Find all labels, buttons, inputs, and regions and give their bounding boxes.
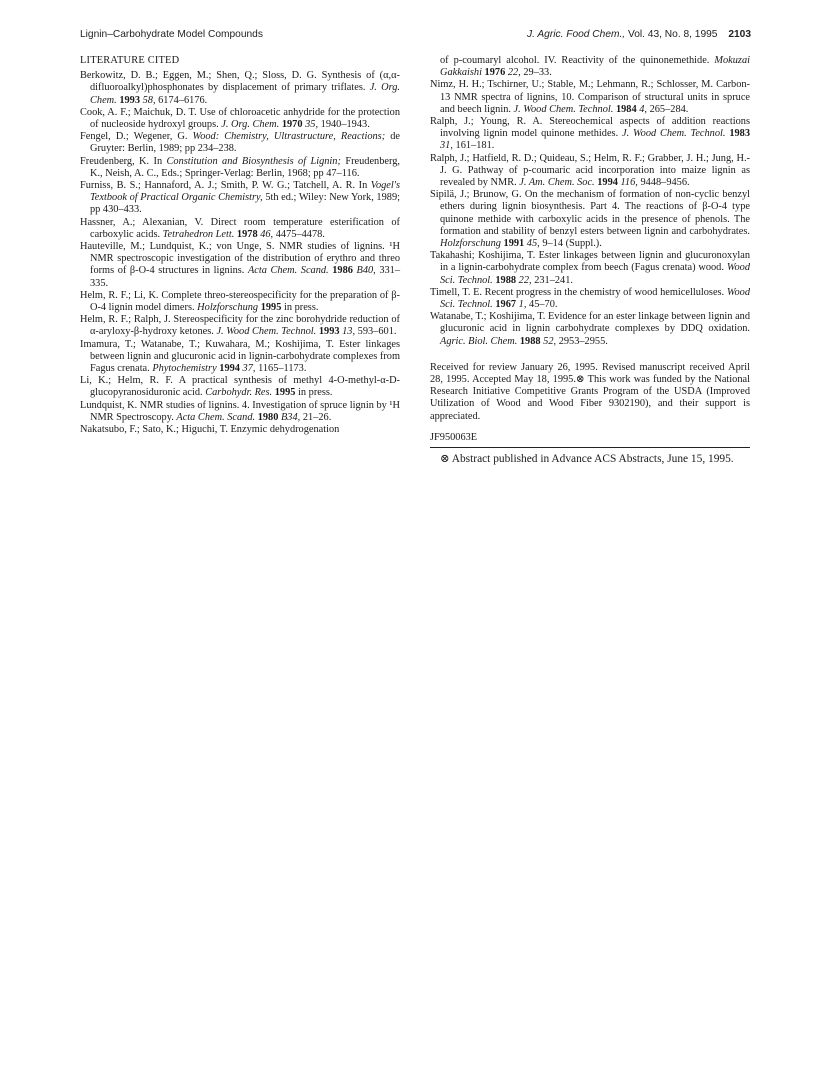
reference-entry (80, 375, 400, 399)
reference-year: 1988 (519, 335, 541, 347)
reference-entry (80, 107, 400, 131)
reference-volume: 22, (507, 67, 521, 79)
running-head-title: Lignin–Carbohydrate Model Compounds (80, 29, 263, 40)
reference-text: Fengel, D.; Wegener, G. (80, 131, 193, 143)
footnote-rule (430, 447, 750, 448)
reference-list-left (80, 70, 400, 436)
reference-volume: 13, (342, 326, 356, 338)
reference-journal: Agric. Biol. Chem. (440, 335, 518, 347)
reference-text: Helm, R. F.; Li, K. Complete threo-stereospecificity for the preparation of β-O-4 lignin model dimers. (80, 289, 400, 314)
reference-journal: Phytochemistry (152, 363, 217, 375)
reference-text: Cook, A. F.; Maichuk, D. T. Use of chloroacetic anhydride for the protection of nucleoside hydroxyl groups. (80, 106, 400, 131)
reference-pages: 1165–1173. (258, 363, 307, 375)
reference-volume: 35, (305, 119, 319, 131)
reference-entry (80, 424, 400, 436)
reference-text: Hauteville, M.; Lundquist, K.; von Unge, S. NMR studies of lignins. ¹H NMR spectroscopic investigation of the distribution of erythro and threo forms of β-O-4 structures in lignins. (80, 241, 400, 277)
reference-entry (430, 153, 750, 190)
reference-pages: 9–14 (Suppl.). (542, 238, 602, 250)
reference-text: Nimz, H. H.; Tschirner, U.; Stable, M.; Lehmann, R.; Schlosser, M. Carbon-13 NMR spectra of lignins, 10. Comparison of structural units in spruce and beech lignin. (430, 79, 750, 115)
reference-entry (80, 314, 400, 338)
reference-journal: Tetrahedron Lett. (162, 228, 235, 240)
reference-entry (80, 400, 400, 424)
reference-journal: Wood Sci. Technol. (440, 286, 750, 311)
reference-entry (80, 241, 400, 290)
reference-year: 1967 (495, 299, 517, 311)
reference-text: Timell, T. E. Recent progress in the chemistry of wood hemicelluloses. (430, 286, 727, 298)
reference-journal: Wood: Chemistry, Ultrastructure, Reactions; (192, 131, 386, 143)
reference-volume: 45, (526, 238, 540, 250)
reference-year: 1991 (503, 238, 525, 250)
reference-journal: Wood Sci. Technol. (440, 262, 750, 286)
reference-year: 1986 (332, 265, 353, 277)
reference-pages: 161–181. (455, 140, 495, 152)
reference-text: Li, K.; Helm, R. F. A practical synthesis of methyl 4-O-methyl-α-D-glucopyranosiduronic acid. (80, 375, 400, 399)
reference-text: Freudenberg, K. In (80, 155, 167, 167)
reference-volume: B34, (280, 411, 301, 423)
reference-year: 1983 (729, 128, 750, 140)
reference-year: 1995 (274, 387, 296, 399)
reference-journal: Holzforschung (197, 302, 259, 314)
reference-journal: Constitution and Biosynthesis of Lignin; (166, 155, 341, 167)
reference-text: Helm, R. F.; Ralph, J. Stereospecificity for the zinc borohydride reduction of α-aryloxy-β-hydroxy ketones. (80, 314, 400, 338)
reference-entry (430, 250, 750, 287)
reference-text: Ralph, J.; Hatfield, R. D.; Quideau, S.; Helm, R. F.; Grabber, J. H.; Jung, H.-J. G. Pathway of p-coumaric acid incorporation into maize lignin as revealed by NMR. (430, 152, 750, 189)
reference-journal: J. Org. Chem. (90, 82, 400, 106)
reference-journal: Mokuzai Gakkaishi (440, 55, 750, 79)
reference-volume: 116, (620, 177, 638, 189)
reference-volume: B40, (356, 265, 376, 277)
reference-volume: 46, (260, 228, 274, 240)
reference-entry (80, 217, 400, 241)
reference-pages: 29–33. (523, 67, 552, 79)
reference-text: Watanabe, T.; Koshijima, T. Evidence for an ester linkage between lignin and glucuronic acid in lignin carbohydrate complexes by DDQ oxidation. (430, 311, 750, 335)
reference-year: 1978 (236, 228, 258, 240)
reference-pages: in press. (298, 387, 333, 399)
reference-journal: Carbohydr. Res. (205, 387, 273, 399)
reference-pages: 45–70. (529, 299, 558, 311)
reference-volume: 1, (518, 299, 527, 311)
reference-year: 1984 (615, 103, 637, 115)
reference-year: 1976 (484, 67, 506, 79)
reference-entry (430, 79, 750, 116)
reference-pages: de Gruyter: Berlin, 1989; pp 234–238. (90, 131, 400, 155)
reference-entry (80, 156, 400, 180)
reference-pages: 231–241. (534, 274, 573, 286)
reference-entry (80, 339, 400, 376)
reference-year: 1993 (119, 94, 140, 106)
reference-text: Nakatsubo, F.; Sato, K.; Higuchi, T. Enzymic dehydrogenation (80, 424, 340, 436)
reference-entry (430, 311, 750, 348)
reference-text: Sipilä, J.; Brunow, G. On the mechanism of formation of non-cyclic benzyl ethers during lignin biosynthesis. Part 4. The reactions of β-O-4 type quinone methide with carboxylic acids in the presence of phenols. The formation and stability of benzyl esters between lignin and carbohydrates. (430, 189, 750, 237)
reference-text: Ralph, J.; Young, R. A. Stereochemical aspects of addition reactions involving lignin model quinone methides. (430, 116, 750, 140)
reference-pages: 265–284. (649, 103, 689, 115)
reference-text: Imamura, T.; Watanabe, T.; Kuwahara, M.; Koshijima, T. Ester linkages between lignin and glucuronic acid in lignin-carbohydrate complexes from Fagus crenata. (80, 338, 400, 375)
reference-text: Furniss, B. S.; Hannaford, A. J.; Smith, P. W. G.; Tatchell, A. R. In (80, 180, 371, 192)
reference-entry (80, 290, 400, 314)
right-column (430, 55, 750, 467)
received-note: Received for review January 26, 1995. Revised manuscript received April 28, 1995. Accepted May 18, 1995.⊗ This work was funded by the National Research Initiative Competitive Grants Program of the USDA (Improved Utilization of Wood and Wood Fiber 9302190), and their support is appreciated. (430, 361, 750, 422)
reference-pages: Freudenberg, K., Neish, A. C., Eds.; Springer-Verlag: Berlin, 1968; pp 47–116. (90, 155, 400, 179)
reference-text: Lundquist, K. NMR studies of lignins. 4. Investigation of spruce lignin by ¹H NMR Spectroscopy. (80, 399, 400, 423)
reference-pages: 331–335. (90, 265, 401, 289)
left-column (80, 55, 400, 436)
reference-year: 1988 (495, 274, 517, 286)
reference-entry (80, 70, 400, 107)
reference-pages: 9448–9456. (640, 177, 690, 189)
reference-volume: 31, (440, 140, 453, 152)
reference-journal: J. Wood Chem. Technol. (513, 103, 614, 115)
reference-journal: J. Wood Chem. Technol. (621, 128, 726, 140)
reference-pages: 1940–1943. (320, 119, 370, 131)
reference-year: 1970 (281, 119, 303, 131)
reference-journal: Vogel's Textbook of Practical Organic Chemistry, (90, 180, 400, 204)
journal-volume: Vol. 43, No. 8, 1995 (627, 29, 718, 40)
reference-entry (80, 180, 400, 217)
running-head-citation (527, 29, 751, 40)
journal-id: JF950063E (430, 431, 478, 443)
section-title: LITERATURE CITED (80, 55, 180, 66)
reference-journal: J. Org. Chem. (221, 119, 280, 131)
reference-list-right (430, 55, 750, 348)
page-number: 2103 (728, 29, 751, 40)
reference-text: Hassner, A.; Alexanian, V. Direct room temperature esterification of carboxylic acids. (80, 216, 400, 240)
reference-journal: Acta Chem. Scand. (247, 265, 329, 277)
reference-pages: 4475–4478. (275, 228, 325, 240)
reference-year: 1994 (219, 363, 240, 375)
journal-name: J. Agric. Food Chem., (527, 29, 626, 40)
reference-volume: 22, (518, 274, 532, 286)
reference-journal: Holzforschung (440, 238, 501, 250)
reference-journal: J. Wood Chem. Technol. (216, 326, 317, 338)
reference-entry (430, 55, 750, 79)
reference-entry (80, 131, 400, 155)
reference-pages: 6174–6176. (158, 94, 208, 106)
reference-volume: 4, (639, 103, 647, 115)
reference-entry (430, 116, 750, 153)
reference-pages: 2953–2955. (558, 335, 608, 347)
reference-pages: 5th ed.; Wiley: New York, 1989; pp 430–433. (90, 192, 400, 216)
reference-year: 1995 (260, 302, 282, 314)
reference-volume: 52, (543, 335, 557, 347)
reference-text: Berkowitz, D. B.; Eggen, M.; Shen, Q.; Sloss, D. G. Synthesis of (α,α-difluoroalkyl)phosphonates by displacement of primary triflates. (80, 70, 400, 94)
reference-volume: 37, (242, 363, 256, 375)
running-head (80, 29, 751, 45)
reference-volume: 58, (142, 94, 156, 106)
footnote: ⊗ Abstract published in Advance ACS Abstracts, June 15, 1995. (440, 453, 734, 466)
reference-entry (430, 189, 750, 250)
reference-text: of p-coumaryl alcohol. IV. Reactivity of the quinonemethide. (440, 55, 715, 66)
reference-pages: 21–26. (302, 411, 332, 423)
reference-year: 1993 (318, 326, 340, 338)
reference-year: 1994 (597, 177, 618, 189)
reference-entry (430, 287, 750, 311)
reference-journal: Acta Chem. Scand. (176, 411, 256, 423)
reference-pages: 593–601. (357, 326, 397, 338)
reference-year: 1980 (257, 411, 279, 423)
reference-pages: in press. (283, 302, 319, 314)
reference-text: Takahashi; Koshijima, T. Ester linkages between lignin and glucuronoxylan in a lignin-carbohydrate complex from beech (Fagus crenata) wood. (430, 250, 750, 274)
reference-journal: J. Am. Chem. Soc. (519, 177, 595, 189)
